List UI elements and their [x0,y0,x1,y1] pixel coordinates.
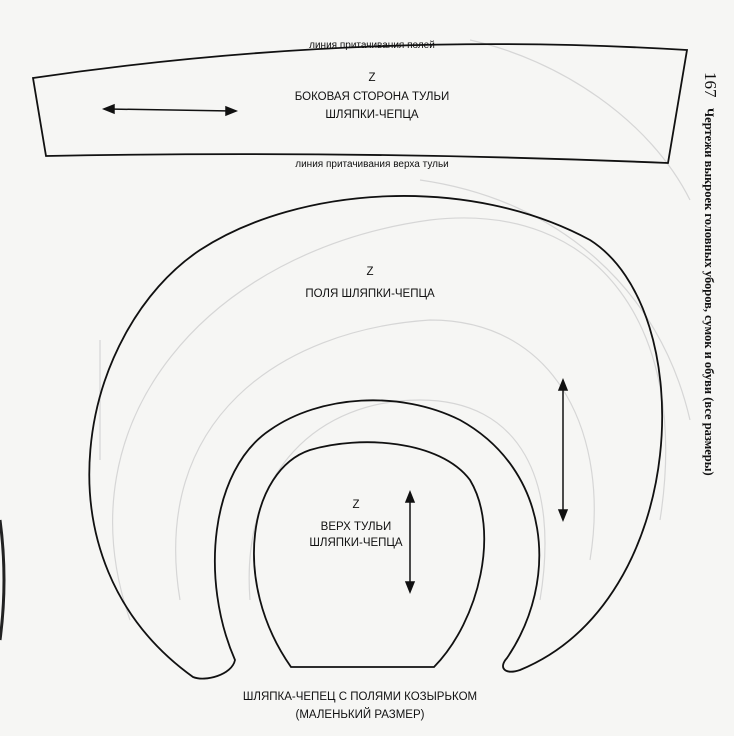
side-band-z-mark: Z [368,72,376,84]
brim-title: ПОЛЯ ШЛЯПКИ-ЧЕПЦА [305,288,435,300]
side-band-top-seam-label: линия притачивания полей [309,40,435,51]
crown-top-title-line1: ВЕРХ ТУЛЬИ [320,521,392,533]
brim-grainline-arrow [559,380,567,520]
brim-z-mark: Z [366,266,374,278]
crown-top-grainline-arrow [406,492,414,592]
crown-top-outline [254,442,484,667]
binding-edge [0,520,4,640]
page-heading: Чертежи выкроек головных уборов, сумок и обуви (все размеры) [702,108,716,476]
side-band-grainline-arrow [104,105,236,115]
brim-outline [89,196,662,679]
page-margin-heading [701,72,720,476]
caption-line2: (МАЛЕНЬКИЙ РАЗМЕР) [295,709,425,721]
side-band-outline [33,44,687,163]
crown-top-z-mark: Z [352,499,360,511]
caption-line1: ШЛЯПКА-ЧЕПЕЦ С ПОЛЯМИ КОЗЫРЬКОМ [242,691,478,703]
side-band-title-line2: ШЛЯПКИ-ЧЕПЦА [325,109,419,121]
ghost-bleed-through [100,40,690,620]
side-band-bottom-seam-label: линия притачивания верха тульи [295,159,449,170]
crown-top-title-line2: ШЛЯПКИ-ЧЕПЦА [309,537,403,549]
page-number: 167 [701,72,720,98]
side-band-title-line1: БОКОВАЯ СТОРОНА ТУЛЬИ [294,91,450,103]
